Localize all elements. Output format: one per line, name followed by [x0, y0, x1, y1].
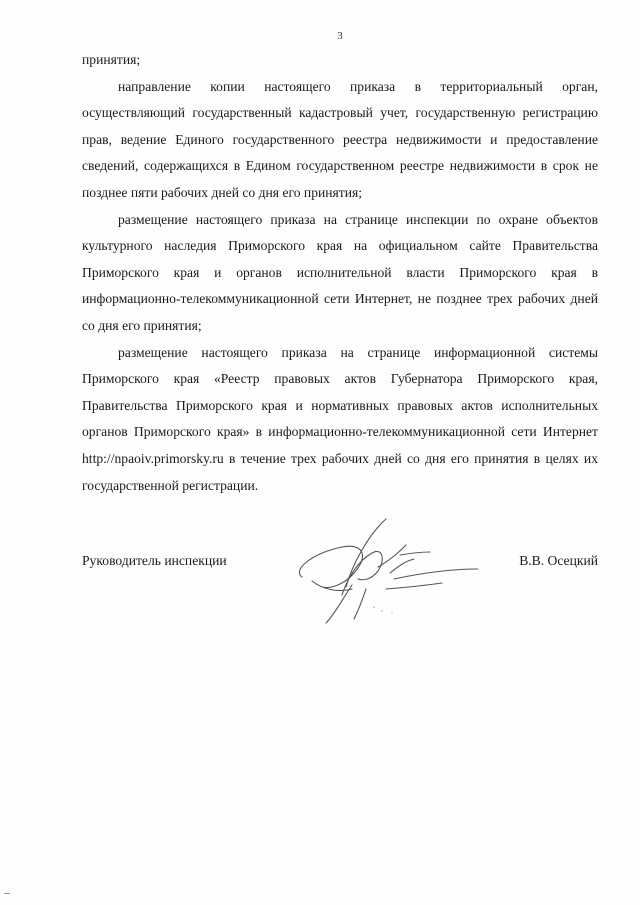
signature-block	[82, 545, 598, 635]
document-body	[82, 47, 598, 499]
signatory-title: Руководитель инспекции	[82, 553, 227, 568]
page-number: 3	[337, 30, 343, 42]
paragraph-website-placement: размещение настоящего приказа на странице инспекции по охране объектов культурного наследия Приморского края на официальном сайте Правительства Приморского края и органов исполнительной власти Приморского края в информационно-телекоммуникационной сети Интернет, не позднее трех рабочих дней со дня его принятия;	[82, 211, 598, 333]
scan-artifact	[4, 893, 10, 894]
handwritten-signature	[282, 515, 482, 625]
paragraph-registry-placement: размещение настоящего приказа на странице информационной системы Приморского края «Реестр правовых актов Губернатора Приморского края, Правительства Приморского края и нормативных правовых актов исполнительных органов Приморского края» в информационно-телекоммуникационной сети Интернет http://npaoiv.primorsky.ru в течение трех рабочих дней со дня его принятия в целях их государственной регистрации.	[82, 344, 598, 493]
paragraph-continuation: принятия;	[82, 52, 141, 67]
paragraph-copy-direction: направление копии настоящего приказа в территориальный орган, осуществляющий государственный кадастровый учет, государственную регистрацию прав, ведение Единого государственного реестра недвижимости и предоставление сведений, содержащихся в Едином государственном реестре недвижимости в срок не позднее пяти рабочих дней со дня его принятия;	[82, 78, 598, 200]
signatory-name: В.В. Осецкий	[519, 553, 598, 568]
